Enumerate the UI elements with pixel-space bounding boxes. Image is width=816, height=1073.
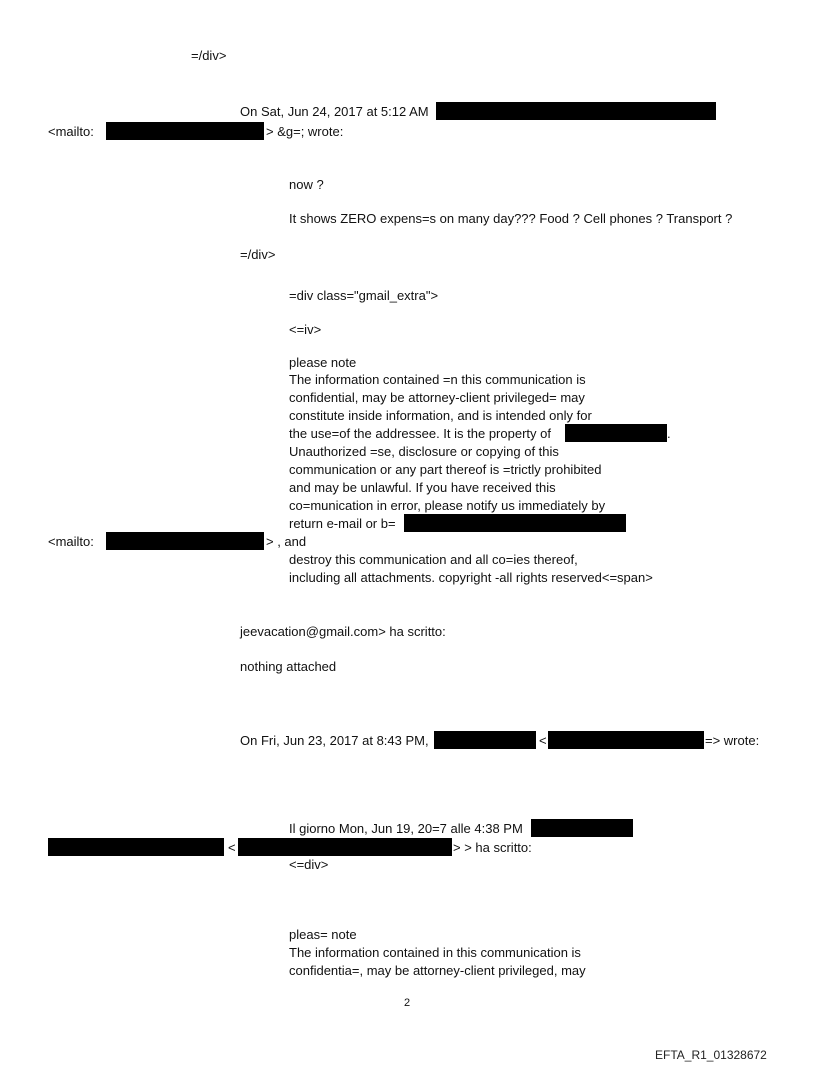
disclaimer-line: confidential, may be attorney-client privileged= may [289,390,585,405]
message-line: now ? [289,177,324,192]
message-line: nothing attached [240,659,337,674]
disclaimer-line: > , and [266,534,307,549]
quoted-sender-line: jeevacation@gmail.com> ha scritto: [240,624,446,639]
disclaimer-line: confidentia=, may be attorney-client privileged, may [289,963,586,978]
reply-header-part: < [539,733,547,748]
redaction-block [106,532,264,550]
wrote-suffix: => wrote: [705,733,760,748]
disclaimer-line: destroy this communication and all co=ies thereof, [289,552,578,567]
redaction-block [106,122,264,140]
redaction-block [238,838,452,856]
disclaimer-line: including all attachments. copyright -all rights reserved<=span> [289,570,653,585]
message-line: It shows ZERO expens=s on many day??? Food ? Cell phones ? Transport ? [289,211,733,226]
redaction-block [436,102,716,120]
reply-header-date: Il giorno Mon, Jun 19, 20=7 alle 4:38 PM [289,821,523,836]
page-number: 2 [404,997,411,1009]
redaction-block [48,838,224,856]
disclaimer-line: return e-mail or b= [289,516,396,531]
disclaimer-line: pleas= note [289,927,357,942]
redaction-block [404,514,626,532]
wrote-suffix: > > ha scritto: [453,840,532,855]
disclaimer-line: co=munication in error, please notify us immediately by [289,498,606,513]
mailto-prefix: <mailto: [48,534,94,549]
html-fragment-line: =/div> [240,247,276,262]
redaction-block [548,731,704,749]
redaction-block [434,731,536,749]
disclaimer-line: The information contained =n this communication is [289,372,586,387]
disclaimer-line: communication or any part thereof is =trictly prohibited [289,462,602,477]
disclaimer-line: constitute inside information, and is intended only for [289,408,592,423]
disclaimer-line: the use=of the addressee. It is the property of [289,426,551,441]
html-fragment-line: =div class="gmail_extra"> [289,288,439,303]
disclaimer-line: please note [289,355,357,370]
html-fragment-line: <=div> [289,857,329,872]
disclaimer-line: . [667,426,671,441]
redaction-block [531,819,633,837]
redaction-block [565,424,667,442]
reply-header-part: < [228,840,236,855]
reply-header-date: On Fri, Jun 23, 2017 at 8:43 PM, [240,733,429,748]
disclaimer-line: Unauthorized =se, disclosure or copying of this [289,444,559,459]
bates-number: EFTA_R1_01328672 [655,1048,767,1062]
reply-header-date: On Sat, Jun 24, 2017 at 5:12 AM [240,104,429,119]
disclaimer-line: The information contained in this communication is [289,945,581,960]
html-fragment-line: <=iv> [289,322,322,337]
disclaimer-line: and may be unlawful. If you have received this [289,480,556,495]
html-fragment-line: =/div> [191,48,227,63]
wrote-suffix: > &g=; wrote: [266,124,344,139]
mailto-prefix: <mailto: [48,124,94,139]
